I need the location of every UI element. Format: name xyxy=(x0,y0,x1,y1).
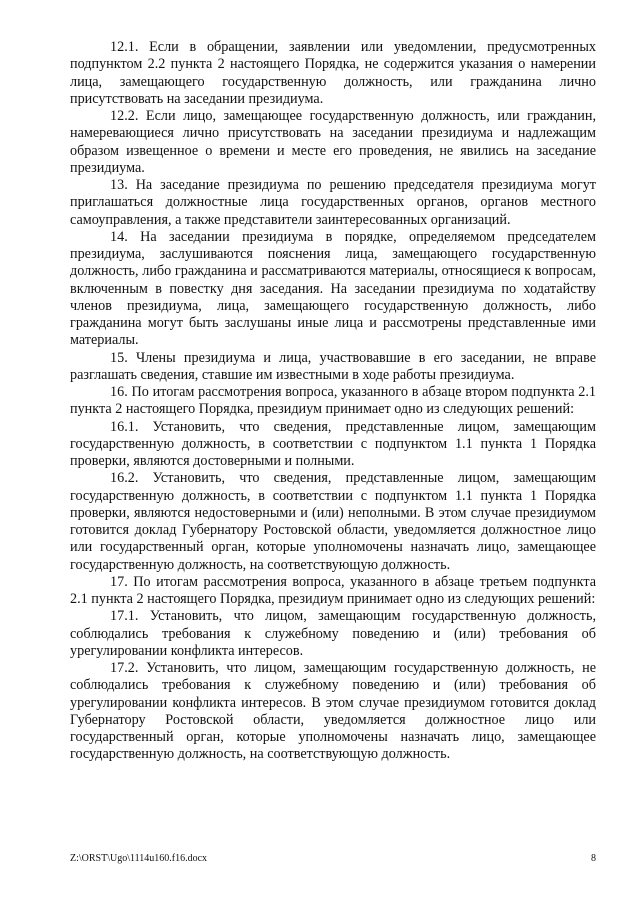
paragraph-17-2: 17.2. Установить, что лицом, замещающим государственную должность, не соблюдались требования к служебному поведению и (или) требования об урегулировании конфликта интересов. В этом случае президиумом готовится доклад Губернатору Ростовской области, уведомляется должностное лицо или государственный орган, которые уполномочены назначать лицо, замещающее государственную должность, на соответствующую должность. xyxy=(70,660,596,763)
paragraph-17-1: 17.1. Установить, что лицом, замещающим государственную должность, соблюдались требования к служебному поведению и (или) требования об урегулировании конфликта интересов. xyxy=(70,608,596,659)
document-body xyxy=(70,39,596,764)
page-footer xyxy=(70,853,596,865)
paragraph-16-1: 16.1. Установить, что сведения, представленные лицом, замещающим государственную должность, в соответствии с подпунктом 1.1 пункта 1 Порядка проверки, являются достоверными и полными. xyxy=(70,418,596,469)
paragraph-12-1: 12.1. Если в обращении, заявлении или уведомлении, предусмотренных подпунктом 2.2 пункта 2 настоящего Порядка, не содержится указания о намерении лица, замещающего государственную должность, или гражданина лично присутствовать на заседании президиума. xyxy=(70,39,596,107)
paragraph-15: 15. Члены президиума и лица, участвовавшие в его заседании, не вправе разглашать сведения, ставшие им известными в ходе работы президиума. xyxy=(70,349,596,383)
footer-page-number: 8 xyxy=(591,853,596,864)
paragraph-16-2: 16.2. Установить, что сведения, представленные лицом, замещающим государственную должность, в соответствии с подпунктом 1.1 пункта 1 Порядка проверки, являются недостоверными и (или) неполными. В этом случае президиумом готовится доклад Губернатору Ростовской области, уведомляется должностное лицо или государственный орган, которые уполномочены назначать лицо, замещающее государственную должность, на соответствующую должность. xyxy=(70,470,596,573)
paragraph-17: 17. По итогам рассмотрения вопроса, указанного в абзаце третьем подпункта 2.1 пункта 2 настоящего Порядка, президиум принимает одно из следующих решений: xyxy=(70,573,596,607)
paragraph-13: 13. На заседание президиума по решению председателя президиума могут приглашаться должностные лица государственных органов, органов местного самоуправления, а также представители заинтересованных организаций. xyxy=(70,177,596,228)
footer-file-path: Z:\ORST\Ugo\1114u160.f16.docx xyxy=(70,853,208,864)
paragraph-14: 14. На заседании президиума в порядке, определяемом председателем президиума, заслушиваются пояснения лица, замещающего государственную должность, либо гражданина и рассматриваются материалы, относящиеся к вопросам, включенным в повестку дня заседания. На заседании президиума по ходатайству членов президиума, лица, замещающего государственную должность, либо гражданина могут быть заслушаны иные лица и рассмотрены представленные ими материалы. xyxy=(70,228,596,349)
paragraph-16: 16. По итогам рассмотрения вопроса, указанного в абзаце втором подпункта 2.1 пункта 2 настоящего Порядка, президиум принимает одно из следующих решений: xyxy=(70,384,596,418)
paragraph-12-2: 12.2. Если лицо, замещающее государственную должность, или гражданин, намеревающиеся лично присутствовать на заседании президиума и надлежащим образом извещенное о времени и месте его проведения, не явились на заседание президиума. xyxy=(70,108,596,176)
